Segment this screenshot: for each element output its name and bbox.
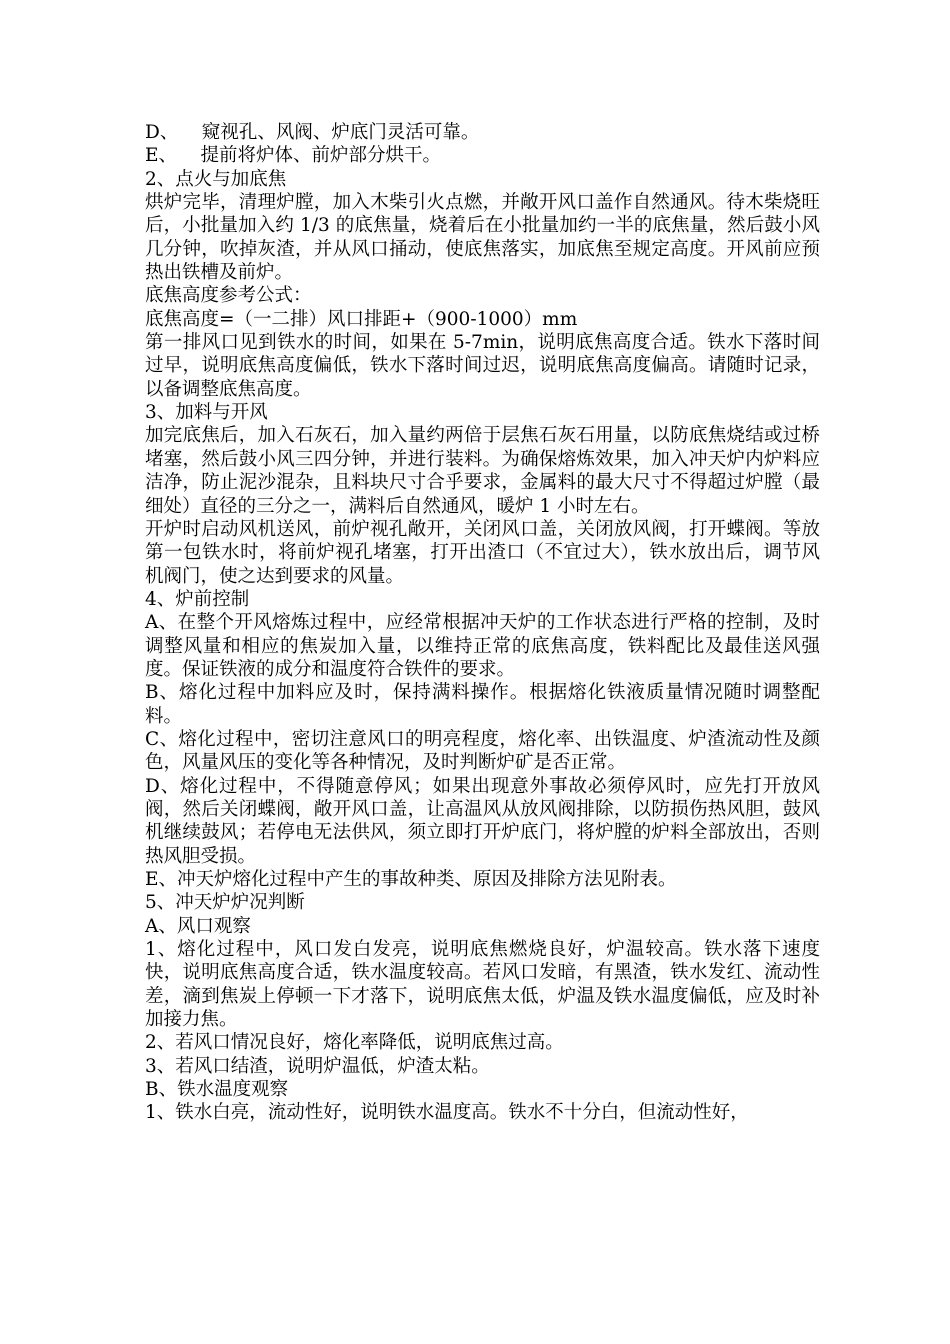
section-heading-judgement: 5、冲天炉炉况判断 [145, 892, 305, 914]
list-item-e: E、 提前将炉体、前炉部分烘干。 [145, 145, 442, 167]
paragraph-tuyere-2: 2、若风口情况良好，熔化率降低，说明底焦过高。 [145, 1032, 564, 1054]
paragraph-charging: 加完底焦后，加入石灰石，加入量约两倍于层焦石灰石用量，以防底焦烧结或过桥堵塞，然后鼓小风三四分钟，并进行装料。为确保熔炼效果，加入冲天炉内炉料应洁净，防止泥沙混杂，且料块尺寸合乎要求，金属料的最大尺寸不得超过炉膛（最细处）直径的三分之一，满料后自然通风，暖炉 1 小时左右。 [145, 425, 820, 517]
paragraph-coke-height: 第一排风口见到铁水的时间，如果在 5-7min，说明底焦高度合适。铁水下落时间过早，说明底焦高度偏低，铁水下落时间过迟，说明底焦高度偏高。请随时记录，以备调整底焦高度。 [145, 332, 820, 400]
formula-label: 底焦高度参考公式： [145, 285, 312, 307]
paragraph-blowing: 开炉时启动风机送风，前炉视孔敞开，关闭风口盖，关闭放风阀，打开蝶阀。等放第一包铁水时，将前炉视孔堵塞，打开出渣口（不宜过大），铁水放出后，调节风机阀门，使之达到要求的风量。 [145, 518, 820, 587]
paragraph-ignition: 烘炉完毕，清理炉膛，加入木柴引火点燃，并敞开风口盖作自然通风。待木柴烧旺后，小批量加入约 1/3 的底焦量，烧着后在小批量加约一半的底焦量，然后鼓小风几分钟，吹掉灰渣，并从风口捅动，使底焦落实，加底焦至规定高度。开风前应预热出铁槽及前炉。 [145, 192, 820, 284]
formula-text: 底焦高度=（一二排）风口排距+（900-1000）mm [145, 308, 578, 330]
paragraph-control-d: D、熔化过程中，不得随意停风；如果出现意外事故必须停风时，应先打开放风阀，然后关闭蝶阀，敞开风口盖，让高温风从放风阀排除，以防损伤热风胆，鼓风机继续鼓风；若停电无法供风，须立即打开炉底门，将炉膛的炉料全部放出，否则热风胆受损。 [145, 775, 820, 867]
paragraph-tuyere-1: 1、熔化过程中，风口发白发亮，说明底焦燃烧良好，炉温较高。铁水落下速度快，说明底焦高度合适，铁水温度较高。若风口发暗，有黑渣，铁水发红、流动性差，滴到焦炭上停顿一下才落下，说明底焦太低，炉温及铁水温度偏低，应及时补加接力焦。 [145, 939, 820, 1031]
paragraph-control-a: A、在整个开风熔炼过程中，应经常根据冲天炉的工作状态进行严格的控制，及时调整风量和相应的焦炭加入量，以维持正常的底焦高度，铁料配比及最佳送风强度。保证铁液的成分和温度符合铁件的要求。 [145, 612, 820, 680]
paragraph-control-b: B、熔化过程中加料应及时，保持满料操作。根据熔化铁液质量情况随时调整配料。 [145, 682, 820, 727]
subheading-iron-temperature: B、铁水温度观察 [145, 1079, 289, 1101]
subheading-tuyere: A、风口观察 [145, 915, 251, 937]
section-heading-charging: 3、加料与开风 [145, 402, 268, 424]
section-heading-control: 4、炉前控制 [145, 588, 250, 610]
section-heading-ignition: 2、点火与加底焦 [145, 168, 287, 190]
list-item-d: D、 窥视孔、风阀、炉底门灵活可靠。 [145, 122, 480, 143]
paragraph-iron-temperature-1: 1、铁水白亮，流动性好，说明铁水温度高。铁水不十分白，但流动性好， [145, 1102, 749, 1124]
paragraph-control-e: E、冲天炉熔化过程中产生的事故种类、原因及排除方法见附表。 [145, 869, 677, 890]
document-body [145, 121, 820, 1125]
paragraph-control-c: C、熔化过程中，密切注意风口的明亮程度，熔化率、出铁温度、炉渣流动性及颜色，风量风压的变化等各种情况，及时判断炉矿是否正常。 [145, 728, 820, 774]
paragraph-tuyere-3: 3、若风口结渣，说明炉温低，炉渣太粘。 [145, 1055, 490, 1077]
